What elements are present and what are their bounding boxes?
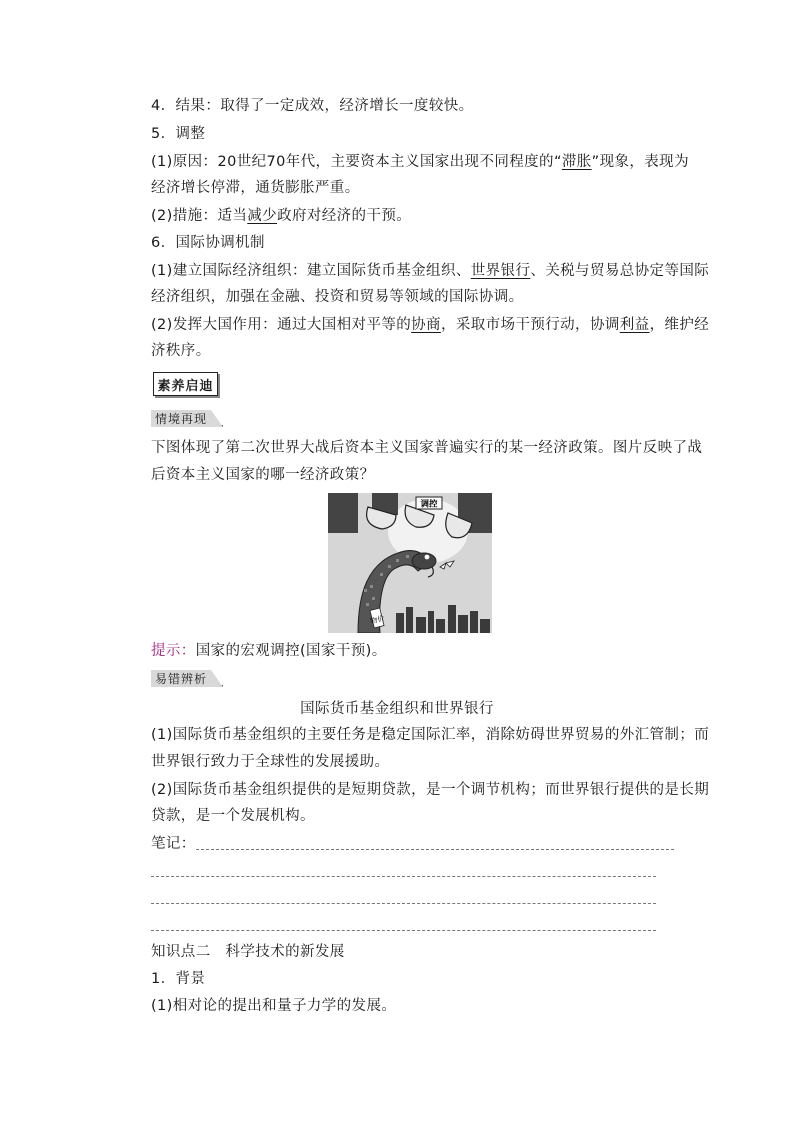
notes-line[interactable] xyxy=(151,930,656,931)
confusion-p1-line1: (1)国际货币基金组织的主要任务是稳定国际汇率，消除妨碍世界贸易的外汇管制；而 xyxy=(151,727,710,743)
notes-line[interactable] xyxy=(151,903,656,904)
literacy-badge: 素养启迪 xyxy=(153,372,218,396)
notes-label: 笔记： xyxy=(151,836,196,852)
macro-control-cartoon xyxy=(328,493,492,633)
confusion-p2-line2: 贷款，是一个发展机构。 xyxy=(151,808,315,824)
adjustment-reason-line1: (1)原因：20世纪70年代，主要资本主义国家出现不同程度的“滞胀”现象，表现为 xyxy=(151,154,689,170)
adjustment-heading: 5．调整 xyxy=(151,126,206,142)
notes-line[interactable] xyxy=(151,876,656,877)
adjustment-measure: (2)措施：适当减少政府对经济的干预。 xyxy=(151,208,412,224)
coordination-item2-line1: (2)发挥大国作用：通过大国相对平等的协商，采取市场干预行动，协调利益，维护经 xyxy=(151,317,710,333)
coordination-item1-line2: 经济组织，加强在金融、投资和贸易等领域的国际协调。 xyxy=(151,289,524,305)
underlined-term: 世界银行 xyxy=(470,263,531,279)
notes-line[interactable] xyxy=(196,849,674,850)
scene-question-line2: 后资本主义国家的哪一经济政策？ xyxy=(151,467,375,483)
underlined-term: 滞胀 xyxy=(561,154,592,170)
adjustment-reason-line2: 经济增长停滞，通货膨胀严重。 xyxy=(151,180,360,196)
knowledge2-title: 知识点二 科学技术的新发展 xyxy=(151,944,345,960)
confusion-p1-line2: 世界银行致力于全球性的发展援助。 xyxy=(151,754,390,770)
coordination-item1-line1: (1)建立国际经济组织：建立国际货币基金组织、世界银行、关税与贸易总协定等国际 xyxy=(151,263,710,279)
confusion-p2-line1: (2)国际货币基金组织提供的是短期贷款，是一个调节机构；而世界银行提供的是长期 xyxy=(151,782,710,798)
coordination-heading: 6．国际协调机制 xyxy=(151,235,265,251)
confusion-tag: 易错辨析 xyxy=(151,670,211,687)
underlined-term: 减少 xyxy=(247,208,278,224)
scene-tag: 情境再现 xyxy=(151,410,211,427)
knowledge2-background-item1: (1)相对论的提出和量子力学的发展。 xyxy=(151,998,397,1014)
illus-label-bottom: 物价 xyxy=(369,614,386,626)
underlined-term: 利益 xyxy=(619,317,650,333)
knowledge2-background: 1．背景 xyxy=(151,971,206,987)
hint-line: 提示：国家的宏观调控(国家干预)。 xyxy=(151,643,387,659)
confusion-title: 国际货币基金组织和世界银行 xyxy=(300,701,494,717)
coordination-item2-line2: 济秩序。 xyxy=(151,343,211,359)
hint-label: 提示： xyxy=(151,643,196,659)
illus-label-top: 调控 xyxy=(420,499,438,510)
underlined-term: 协商 xyxy=(411,317,441,333)
result-item-4: 4．结果：取得了一定成效，经济增长一度较快。 xyxy=(151,98,474,114)
scene-question-line1: 下图体现了第二次世界大战后资本主义国家普遍实行的某一经济政策。图片反映了战 xyxy=(151,440,703,456)
